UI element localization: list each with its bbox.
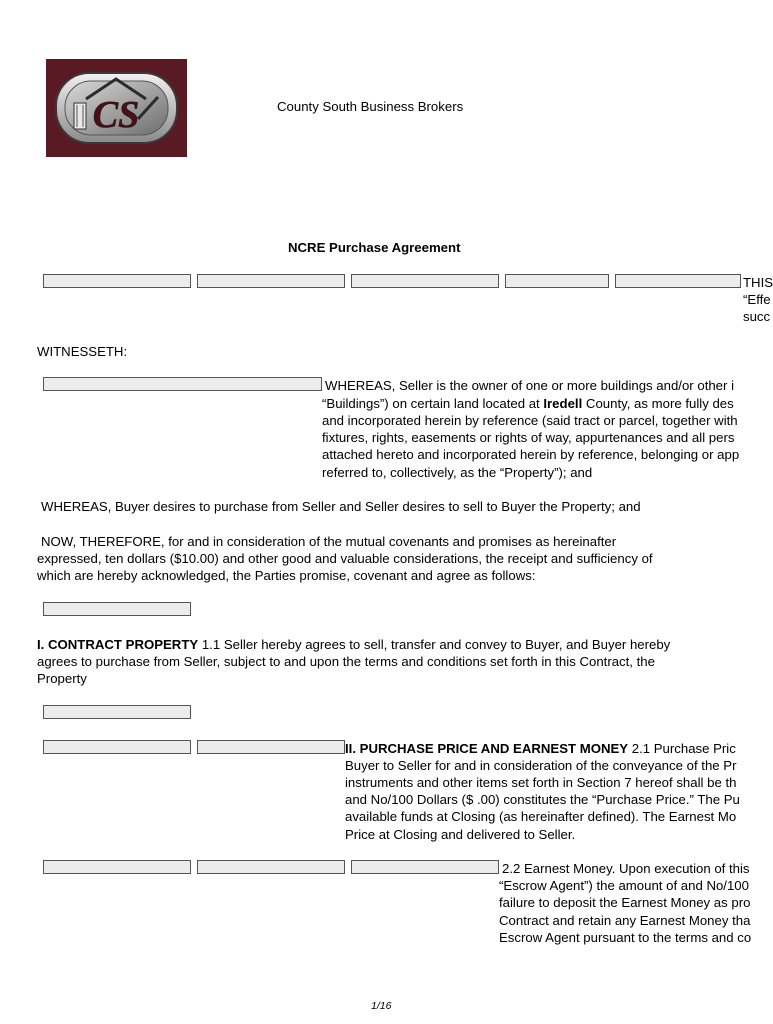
company-logo xyxy=(46,59,187,157)
form-field[interactable] xyxy=(43,860,191,874)
section2-line: available funds at Closing (as hereinafter defined). The Earnest Mo xyxy=(345,809,737,824)
section2-line: instruments and other items set forth in Section 7 hereof shall be th xyxy=(345,775,737,790)
form-field[interactable] xyxy=(197,274,345,288)
now-therefore-line: which are hereby acknowledged, the Parties promise, covenant and agree as follows: xyxy=(37,568,536,583)
whereas-line: WHEREAS, Seller is the owner of one or more buildings and/or other i xyxy=(325,378,735,393)
section1-heading: I. CONTRACT PROPERTY xyxy=(37,637,199,652)
form-field[interactable] xyxy=(43,274,191,288)
company-name: County South Business Brokers xyxy=(277,99,464,114)
witnesseth-heading: WITNESSETH: xyxy=(37,344,128,359)
intro-text-line: THIS xyxy=(743,275,773,290)
logo-emblem xyxy=(46,59,187,157)
form-field[interactable] xyxy=(43,602,191,616)
whereas-line: “Buildings”) on certain land located at Iredell County, as more fully des xyxy=(322,396,734,411)
whereas-buyer: WHEREAS, Buyer desires to purchase from Seller and Seller desires to sell to Buyer the Property; and xyxy=(41,499,641,514)
section22-line: “Escrow Agent”) the amount of and No/100 xyxy=(499,878,749,893)
whereas-line: fixtures, rights, easements or rights of way, appurtenances and all pers xyxy=(322,430,735,445)
form-field[interactable] xyxy=(197,740,345,754)
form-field[interactable] xyxy=(43,740,191,754)
document-title: NCRE Purchase Agreement xyxy=(288,240,461,255)
now-therefore-line: NOW, THEREFORE, for and in consideration of the mutual covenants and promises as hereinafter xyxy=(41,534,617,549)
form-field[interactable] xyxy=(351,274,499,288)
form-field[interactable] xyxy=(43,377,322,391)
county-name: Iredell xyxy=(543,396,583,411)
form-field[interactable] xyxy=(351,860,499,874)
section2-heading: II. PURCHASE PRICE AND EARNEST MONEY xyxy=(345,741,629,756)
section1-line: I. CONTRACT PROPERTY 1.1 Seller hereby agrees to sell, transfer and convey to Buyer, and Buyer hereby xyxy=(37,637,671,652)
logo-letters: CS xyxy=(92,94,140,136)
section2-line: Buyer to Seller for and in consideration of the conveyance of the Pr xyxy=(345,758,737,773)
form-field[interactable] xyxy=(615,274,741,288)
section2-line: II. PURCHASE PRICE AND EARNEST MONEY 2.1 Purchase Pric xyxy=(345,741,736,756)
whereas-line: referred to, collectively, as the “Property”); and xyxy=(322,465,593,480)
form-field[interactable] xyxy=(197,860,345,874)
section1-line: Property xyxy=(37,671,87,686)
form-field[interactable] xyxy=(505,274,609,288)
section22-line: 2.2 Earnest Money. Upon execution of this xyxy=(502,861,750,876)
intro-text-line: succ xyxy=(743,309,771,324)
section2-line: and No/100 Dollars ($ .00) constitutes the “Purchase Price.” The Pu xyxy=(345,792,740,807)
now-therefore-line: expressed, ten dollars ($10.00) and other good and valuable considerations, the receipt and sufficiency of xyxy=(37,551,653,566)
whereas-line: and incorporated herein by reference (said tract or parcel, together with xyxy=(322,413,738,428)
section22-line: Contract and retain any Earnest Money tha xyxy=(499,913,751,928)
section22-line: Escrow Agent pursuant to the terms and co xyxy=(499,930,752,945)
page-number: 1/16 xyxy=(371,1000,392,1012)
section22-line: failure to deposit the Earnest Money as pro xyxy=(499,895,751,910)
form-field[interactable] xyxy=(43,705,191,719)
section1-line: agrees to purchase from Seller, subject to and upon the terms and conditions set forth in this Contract, the xyxy=(37,654,655,669)
section2-line: Price at Closing and delivered to Seller. xyxy=(345,827,576,842)
intro-text-line: “Effe xyxy=(743,292,771,307)
whereas-line: attached hereto and incorporated herein by reference, belonging or app xyxy=(322,447,740,462)
